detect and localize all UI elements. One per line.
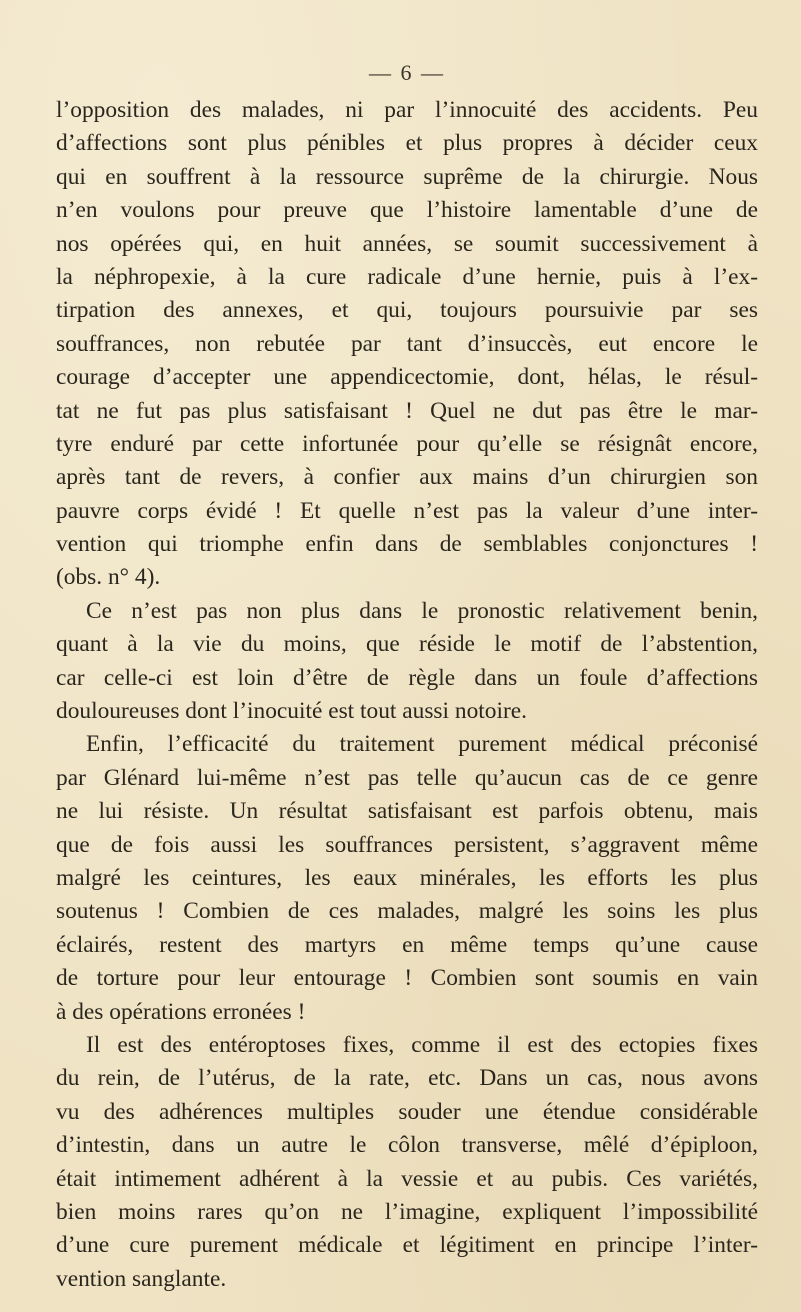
text-line: tirpation des annexes, et qui, toujours poursuivie par ses	[56, 297, 758, 324]
text-line: était intimement adhérent à la vessie et au pubis. Ces variétés,	[56, 1165, 758, 1192]
body-text	[56, 94, 758, 1296]
text-line: Enfin, l’efficacité du traitement purement médical préconisé	[86, 731, 758, 758]
text-line: par Glénard lui-même n’est pas telle qu’aucun cas de ce genre	[56, 764, 758, 791]
text-line: (obs. n° 4).	[56, 564, 161, 591]
text-line: vu des adhérences multiples souder une étendue considérable	[56, 1098, 758, 1125]
text-line: vention qui triomphe enfin dans de semblables conjonctures !	[56, 531, 758, 558]
text-line: ne lui résiste. Un résultat satisfaisant est parfois obtenu, mais	[56, 798, 758, 825]
text-line: quant à la vie du moins, que réside le motif de l’abstention,	[56, 631, 758, 658]
text-line: d’une cure purement médicale et légitiment en principe l’inter-	[56, 1232, 758, 1259]
text-line: qui en souffrent à la ressource suprême de la chirurgie. Nous	[56, 163, 758, 190]
text-line: tat ne fut pas plus satisfaisant ! Quel ne dut pas être le mar-	[56, 397, 758, 424]
text-line: car celle-ci est loin d’être de règle dans un foule d’affections	[56, 664, 758, 691]
text-line: malgré les ceintures, les eaux minérales, les efforts les plus	[56, 864, 758, 891]
text-line: courage d’accepter une appendicectomie, dont, hélas, le résul-	[56, 364, 758, 391]
text-line: d’affections sont plus pénibles et plus propres à décider ceux	[56, 130, 758, 157]
text-line: éclairés, restent des martyrs en même temps qu’une cause	[56, 931, 758, 958]
page-number: — 6 —	[369, 60, 445, 85]
text-line: bien moins rares qu’on ne l’imagine, expliquent l’impossibilité	[56, 1198, 758, 1225]
text-line: nos opérées qui, en huit années, se soumit successivement à	[56, 230, 758, 257]
text-line: de torture pour leur entourage ! Combien sont soumis en vain	[56, 965, 758, 992]
text-line: la néphropexie, à la cure radicale d’une hernie, puis à l’ex-	[56, 263, 758, 290]
text-line: l’opposition des malades, ni par l’innocuité des accidents. Peu	[56, 97, 758, 123]
text-line: du rein, de l’utérus, de la rate, etc. Dans un cas, nous avons	[56, 1065, 758, 1092]
text-line: d’intestin, dans un autre le côlon transverse, mêlé d’épiploon,	[56, 1132, 758, 1159]
text-line: souffrances, non rebutée par tant d’insuccès, eut encore le	[56, 330, 758, 357]
text-line: n’en voulons pour preuve que l’histoire lamentable d’une de	[56, 197, 758, 224]
text-line: douloureuses dont l’inocuité est tout aussi notoire.	[56, 698, 527, 725]
text-line: Il est des entéroptoses fixes, comme il est des ectopies fixes	[86, 1031, 758, 1058]
text-line: après tant de revers, à confier aux mains d’un chirurgien son	[56, 464, 758, 491]
text-line: que de fois aussi les souffrances persistent, s’aggravent même	[56, 831, 758, 858]
text-line: vention sanglante.	[56, 1265, 227, 1292]
text-line: à des opérations erronées !	[56, 998, 306, 1025]
text-line: soutenus ! Combien de ces malades, malgré les soins les plus	[56, 898, 758, 925]
text-line: tyre enduré par cette infortunée pour qu’elle se résignât encore,	[56, 430, 758, 457]
text-line: pauvre corps évidé ! Et quelle n’est pas la valeur d’une inter-	[56, 497, 758, 524]
text-line: Ce n’est pas non plus dans le pronostic relativement benin,	[86, 597, 758, 624]
